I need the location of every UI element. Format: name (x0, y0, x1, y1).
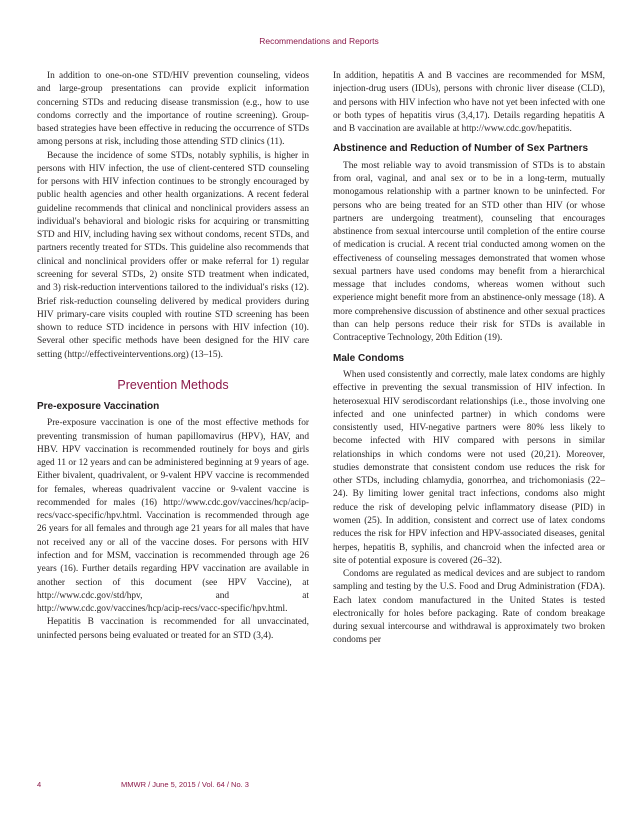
footer (37, 780, 249, 789)
paragraph: In addition to one-on-one STD/HIV prevention counseling, videos and large-group presentations can provide explicit information concerning STDs and reducing disease transmission (e.g., how to use condoms correctly and the importance of routine screening). Group-based strategies have been effective in reducing the occurrence of STDs among persons at risk, including those attending STD clinics (11). (37, 71, 309, 148)
section-heading: Prevention Methods (117, 377, 229, 392)
right-column (333, 70, 605, 648)
journal-citation: MMWR / June 5, 2015 / Vol. 64 / No. 3 (121, 780, 249, 789)
paragraph: Hepatitis B vaccination is recommended for all unvaccinated, uninfected persons being evaluated or treated for an STD (3,4). (37, 617, 309, 641)
running-header: Recommendations and Reports (259, 36, 379, 46)
left-column (37, 70, 309, 643)
paragraph: Because the incidence of some STDs, notably syphilis, is higher in persons with HIV infection, the use of client-centered STD counseling for persons with HIV infection continues to be strongly encouraged by public health agencies and other health organizations. A recent federal guideline recommends that clinical and nonclinical providers assess an individual's behavioral and biologic risks for acquiring or transmitting STD and HIV, including having sex without condoms, recent STDs, and partners recently treated for STDs. This guideline also recommends that clinical and nonclinical providers offer or make referral for 1) regular screening for several STDs, 2) onsite STD treatment when indicated, and 3) risk-reduction interventions tailored to the individual's risks (12). Brief risk-reduction counseling delivered by medical providers during HIV primary-care visits coupled with routine STD screening has been shown to reduce STD incidence in persons with HIV infection (10). Several other specific methods have been designed for the HIV care setting (http://effectiveinterventions.org) (13–15). (37, 150, 309, 360)
page-number: 4 (37, 780, 42, 789)
paragraph: Condoms are regulated as medical devices and are subject to random sampling and testing by the U.S. Food and Drug Administration (FDA). Each latex condom manufactured in the United States is tested electronically for holes before packaging. Rate of condom breakage during sexual intercourse and withdrawal is approximately two broken condoms per (333, 569, 605, 646)
subheading: Male Condoms (333, 352, 405, 364)
paragraph: When used consistently and correctly, male latex condoms are highly effective in preventing the sexual transmission of HIV infection. In heterosexual HIV serodiscordant relationships (i.e., those involving one infected and one uninfected partner) in which condoms were consistently used, HIV-negative partners were 80% less likely to become infected with HIV compared with persons in similar relationships in which condoms were not used (20,21). Moreover, studies demonstrate that consistent condom use reduces the risk for other STDs, including chlamydia, gonorrhea, and trichomoniasis (22–24). By limiting lower genital tract infections, condoms also might reduce the risk of developing pelvic inflammatory disease (PID) in women (25). In addition, consistent and correct use of latex condoms reduces the risk for HPV infection and HPV-associated diseases, genital herpes, hepatitis B, syphilis, and chancroid when the infected area or site of potential exposure is covered (26–32). (333, 370, 605, 566)
subheading: Pre-exposure Vaccination (37, 400, 160, 412)
paragraph: In addition, hepatitis A and B vaccines are recommended for MSM, injection-drug users (IDUs), persons with chronic liver disease (CLD), and persons with HIV infection who have not yet been infected with one or both types of hepatitis virus (3,4,17). Details regarding hepatitis A and B vaccination are available at http://www.cdc.gov/hepatitis. (333, 71, 605, 135)
paragraph: The most reliable way to avoid transmission of STDs is to abstain from oral, vaginal, and anal sex or to be in a long-term, mutually monogamous relationship with a partner known to be uninfected. For persons who are being treated for an STD other than HIV (or whose partners are undergoing treatment), counseling that encourages abstinence from sexual intercourse until completion of the entire course of medication is crucial. A recent trial conducted among women on the effectiveness of counseling messages demonstrated that women whose sexual partners have used condoms may benefit from a hierarchical message that includes condoms, whereas women without such experience might benefit more from an abstinence-only message (18). A more comprehensive discussion of abstinence and other sexual practices than can help persons reduce their risk for STDs is available in Contraceptive Technology, 20th Edition (19). (333, 160, 605, 344)
subheading: Abstinence and Reduction of Number of Sex Partners (333, 143, 589, 155)
paragraph: Pre-exposure vaccination is one of the most effective methods for preventing transmission of human papillomavirus (HPV), HAV, and HBV. HPV vaccination is recommended routinely for boys and girls aged 11 or 12 years and can be administered beginning at 9 years of age. Either bivalent, quadrivalent, or 9-valent HPV vaccine is recommended for females, whereas quadrivalent vaccine or 9-valent vaccine is recommended for males (16) http://www.cdc.gov/vaccines/hcp/acip-recs/vacc-specific/hpv.html. Vaccination is recommended through age 26 years for all females and through age 21 years for all males that have not received any or all of the vaccine doses. For persons with HIV infection and for MSM, vaccination is recommended through age 26 years (16). Further details regarding HPV vaccination are available in another section of this document (see HPV Vaccine), at http://www.cdc.gov/std/hpv, and at http://www.cdc.gov/vaccines/hcp/acip-recs/vacc-specific/hpv.html. (37, 418, 309, 615)
